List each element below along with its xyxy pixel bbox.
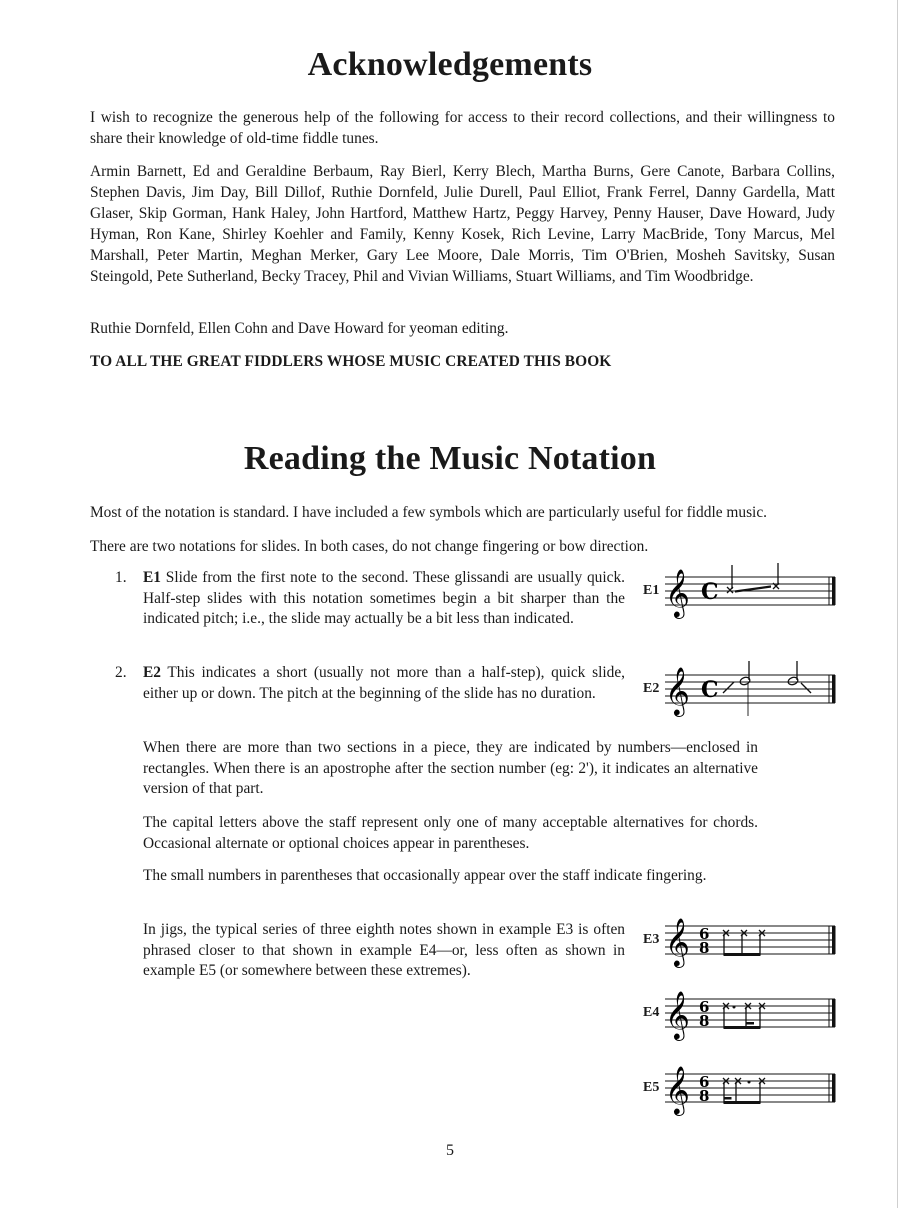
example-e3 [643,912,843,972]
treble-clef-icon: 𝄞 [665,568,690,617]
acknowledgements-intro: I wish to recognize the generous help of the following for access to their record collections, and their willingness to share their knowledge of old-time fiddle tunes. [90,109,835,147]
list-body [143,663,625,704]
page-number: 5 [446,1142,454,1159]
example-ref: E2 [143,664,161,681]
example-e1 [643,563,843,623]
chords-paragraph: The capital letters above the staff represent only one of many acceptable alternatives for chords. Occasional alternate or optional choices appear in parentheses. [143,814,758,852]
notation-title: Reading the Music Notation [243,440,657,477]
example-e2 [643,661,843,721]
example-ref: E1 [143,569,161,586]
time-signature-top: 6 [699,925,710,943]
staff-e1 [643,563,843,623]
notation-intro-2: There are two notations for slides. In both cases, do not change fingering or bow direction. [90,538,649,555]
treble-clef-icon: 𝄞 [665,1065,690,1114]
example-e5 [643,1060,843,1120]
list-item-e1 [115,568,625,630]
example-label: E3 [643,932,660,947]
list-number: 1. [115,569,127,586]
time-signature-bottom: 8 [699,1087,710,1105]
treble-clef-icon: 𝄞 [665,917,690,966]
list-body [143,568,625,630]
acknowledgements-names: Armin Barnett, Ed and Geraldine Berbaum, Ray Bierl, Kerry Blech, Martha Burns, Gere Canote, Barbara Collins, Stephen Davis, Jim Day, Bill Dillof, Ruthie Dornfeld, Julie Durell, Paul Elliot, Frank Ferrel, Danny Gardella, Matt Glaser, Skip Gorman, Hank Haley, John Hartford, Matthew Hartz, Peggy Harvey, Penny Hauser, Dave Howard, Judy Hyman, Ron Kane, Shirley Koehler and Family, Kenny Kosek, Rich Levine, Larry MacBride, Tony Marcus, Mel Marshall, Peter Martin, Meghan Merker, Gary Lee Moore, Dale Morris, Tim O'Brien, Mosheh Savitsky, Susan Steingold, Pete Sutherland, Becky Tracey, Phil and Vivian Williams, Stuart Williams, and Tim Woodbridge. [90,163,835,285]
example-label: E4 [643,1005,660,1020]
staff-e4 [643,985,843,1045]
time-signature-top: 6 [699,1073,710,1091]
time-signature: C [701,579,719,605]
example-label: E2 [643,681,660,696]
treble-clef-icon: 𝄞 [665,990,690,1039]
staff-e5 [643,1060,843,1120]
list-text: Slide from the first note to the second. These glissandi are usually quick. Half-step slides with this notation sometimes begin a bit sharper than the indicated pitch; i.e., the slide may actually be a bit less than indicated. [143,569,625,627]
example-label: E5 [643,1080,660,1095]
example-e4 [643,985,843,1045]
list-number: 2. [115,664,127,681]
jigs-paragraph: In jigs, the typical series of three eighth notes shown in example E3 is often phrased closer to that shown in example E4—or, less often as shown in example E5 (or somewhere between these extremes). [143,921,625,979]
acknowledgements-editing: Ruthie Dornfeld, Ellen Cohn and Dave Howard for yeoman editing. [90,320,509,337]
acknowledgements-title: Acknowledgements [307,46,593,83]
time-signature: C [701,677,719,703]
treble-clef-icon: 𝄞 [665,666,690,715]
time-signature-bottom: 8 [699,939,710,957]
example-label: E1 [643,583,660,598]
notation-intro-1: Most of the notation is standard. I have included a few symbols which are particularly useful for fiddle music. [90,504,768,521]
staff-e3 [643,912,843,972]
dedication: TO ALL THE GREAT FIDDLERS WHOSE MUSIC CREATED THIS BOOK [90,353,612,370]
sections-paragraph: When there are more than two sections in a piece, they are indicated by numbers—enclosed in rectangles. When there is an apostrophe after the section number (eg: 2'), it indicates an alternative version of that part. [143,739,758,797]
time-signature-bottom: 8 [699,1012,710,1030]
time-signature-top: 6 [699,998,710,1016]
staff-e2 [643,661,843,721]
list-item-e2 [115,663,625,704]
page-edge [897,0,898,1208]
fingering-paragraph: The small numbers in parentheses that occasionally appear over the staff indicate fingering. [143,867,707,884]
list-text: This indicates a short (usually not more than a half-step), quick slide, either up or down. The pitch at the beginning of the slide has no duration. [143,664,625,702]
